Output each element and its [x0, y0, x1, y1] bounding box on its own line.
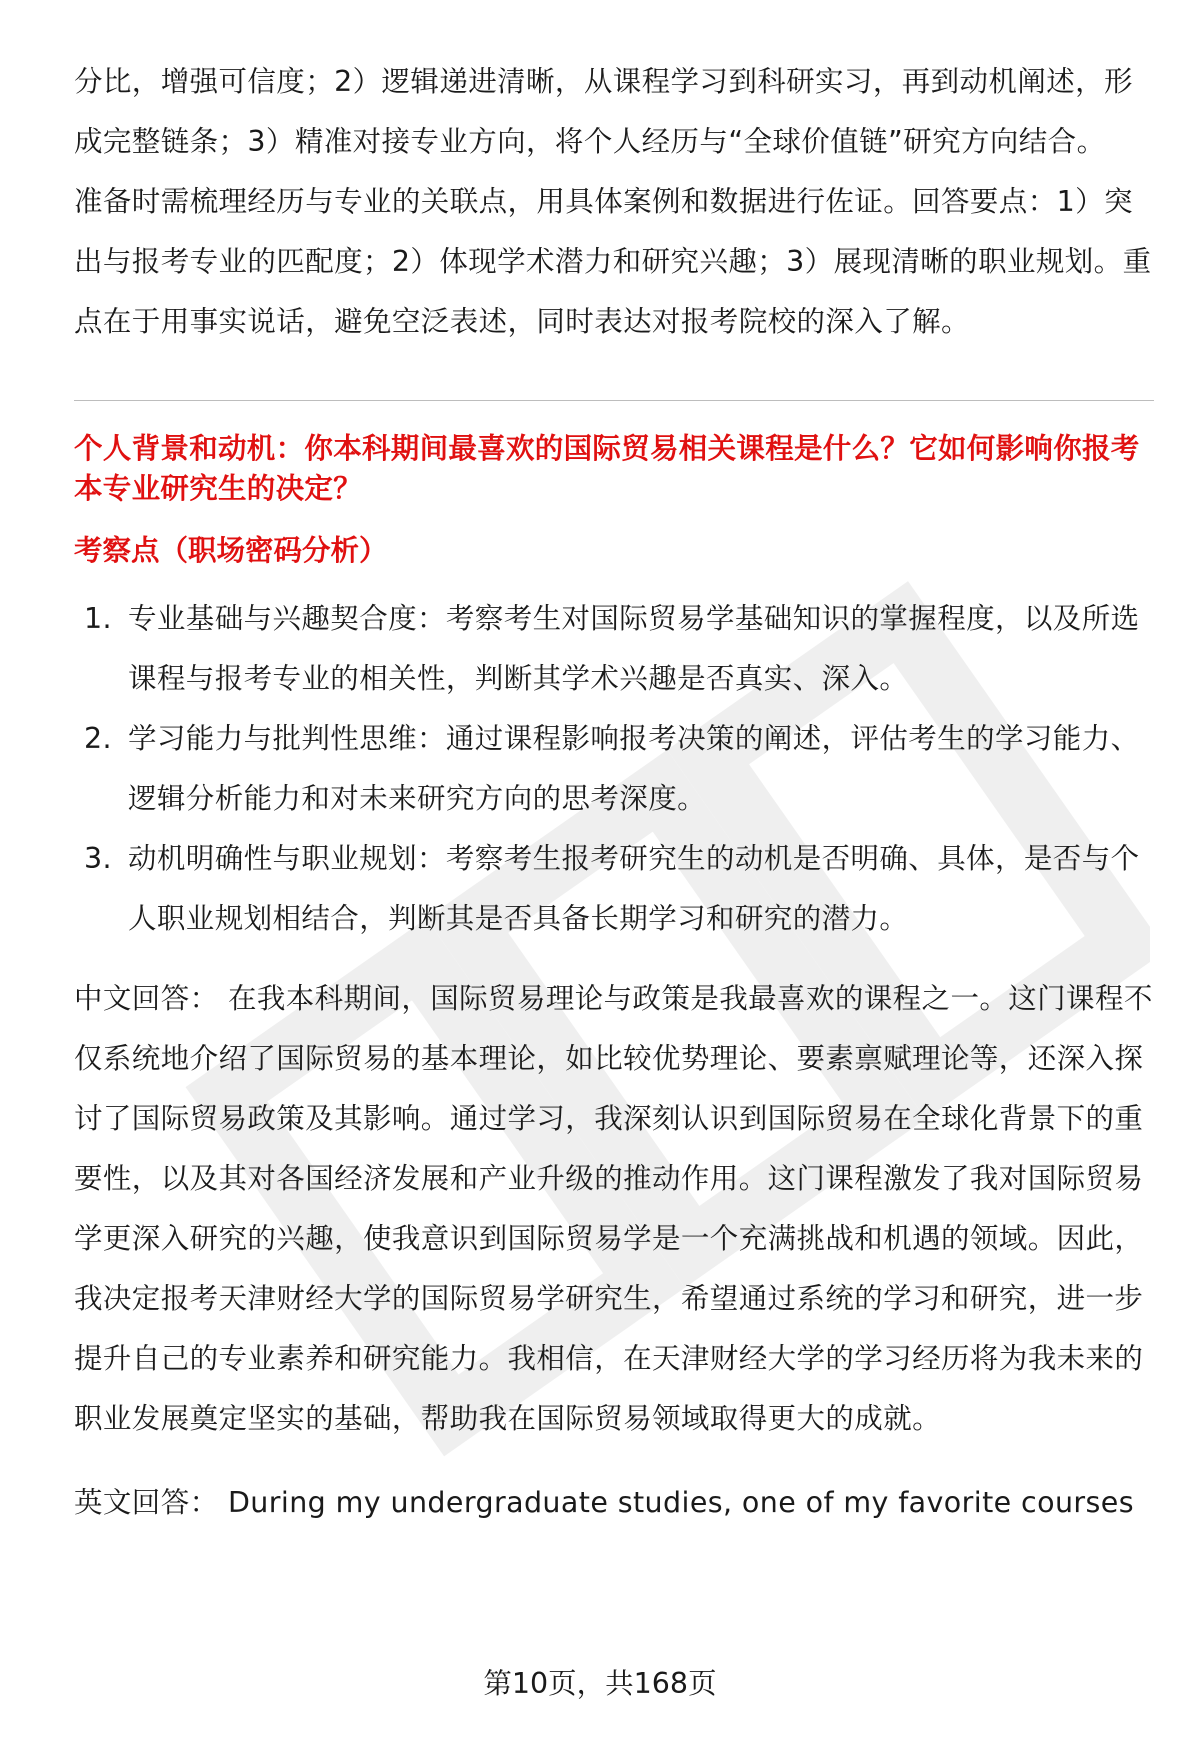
- english-answer: 英文回答： During my undergraduate studies, one of my favorite courses: [74, 1486, 1134, 1519]
- point-text: 专业基础与兴趣契合度：考察考生对国际贸易学基础知识的掌握程度，以及所选课程与报考专业的相关性，判断其学术兴趣是否真实、深入。: [128, 602, 1140, 695]
- point-text: 学习能力与批判性思维：通过课程影响报考决策的阐述，评估考生的学习能力、逻辑分析能力和对未来研究方向的思考深度。: [128, 722, 1140, 815]
- question-heading: 个人背景和动机：你本科期间最喜欢的国际贸易相关课程是什么？它如何影响你报考本专业研究生的决定？: [74, 432, 1140, 505]
- intro-paragraph-1: 分比，增强可信度；2）逻辑递进清晰，从课程学习到科研实习，再到动机阐述，形成完整链条；3）精准对接专业方向，将个人经历与“全球价值链”研究方向结合。: [74, 65, 1133, 158]
- assessment-point: [74, 829, 1159, 949]
- point-text: 动机明确性与职业规划：考察考生报考研究生的动机是否明确、具体，是否与个人职业规划相结合，判断其是否具备长期学习和研究的潜力。: [128, 842, 1140, 935]
- intro-paragraph-2: 准备时需梳理经历与专业的关联点，用具体案例和数据进行佐证。回答要点：1）突出与报考专业的匹配度；2）体现学术潜力和研究兴趣；3）展现清晰的职业规划。重点在于用事实说话，避免空泛表述，同时表达对报考院校的深入了解。: [74, 185, 1152, 338]
- assessment-point: [74, 589, 1159, 709]
- point-number: 3.: [84, 842, 112, 875]
- assessment-title: 考察点（职场密码分析）: [74, 534, 388, 567]
- point-number: 2.: [84, 722, 112, 755]
- assessment-points: [74, 589, 1159, 949]
- chinese-answer: 中文回答： 在我本科期间，国际贸易理论与政策是我最喜欢的课程之一。这门课程不仅系统地介绍了国际贸易的基本理论，如比较优势理论、要素禀赋理论等，还深入探讨了国际贸易政策及其影响。通过学习，我深刻认识到国际贸易在全球化背景下的重要性，以及其对各国经济发展和产业升级的推动作用。这门课程激发了我对国际贸易学更深入研究的兴趣，使我意识到国际贸易学是一个充满挑战和机遇的领域。因此，我决定报考天津财经大学的国际贸易学研究生，希望通过系统的学习和研究，进一步提升自己的专业素养和研究能力。我相信，在天津财经大学的学习经历将为我未来的职业发展奠定坚实的基础，帮助我在国际贸易领域取得更大的成就。: [74, 982, 1153, 1435]
- point-number: 1.: [84, 602, 112, 635]
- page-number-footer: 第10页，共168页: [483, 1667, 717, 1700]
- document-page: [74, 52, 1159, 1533]
- section-divider: [74, 400, 1154, 401]
- assessment-point: [74, 709, 1159, 829]
